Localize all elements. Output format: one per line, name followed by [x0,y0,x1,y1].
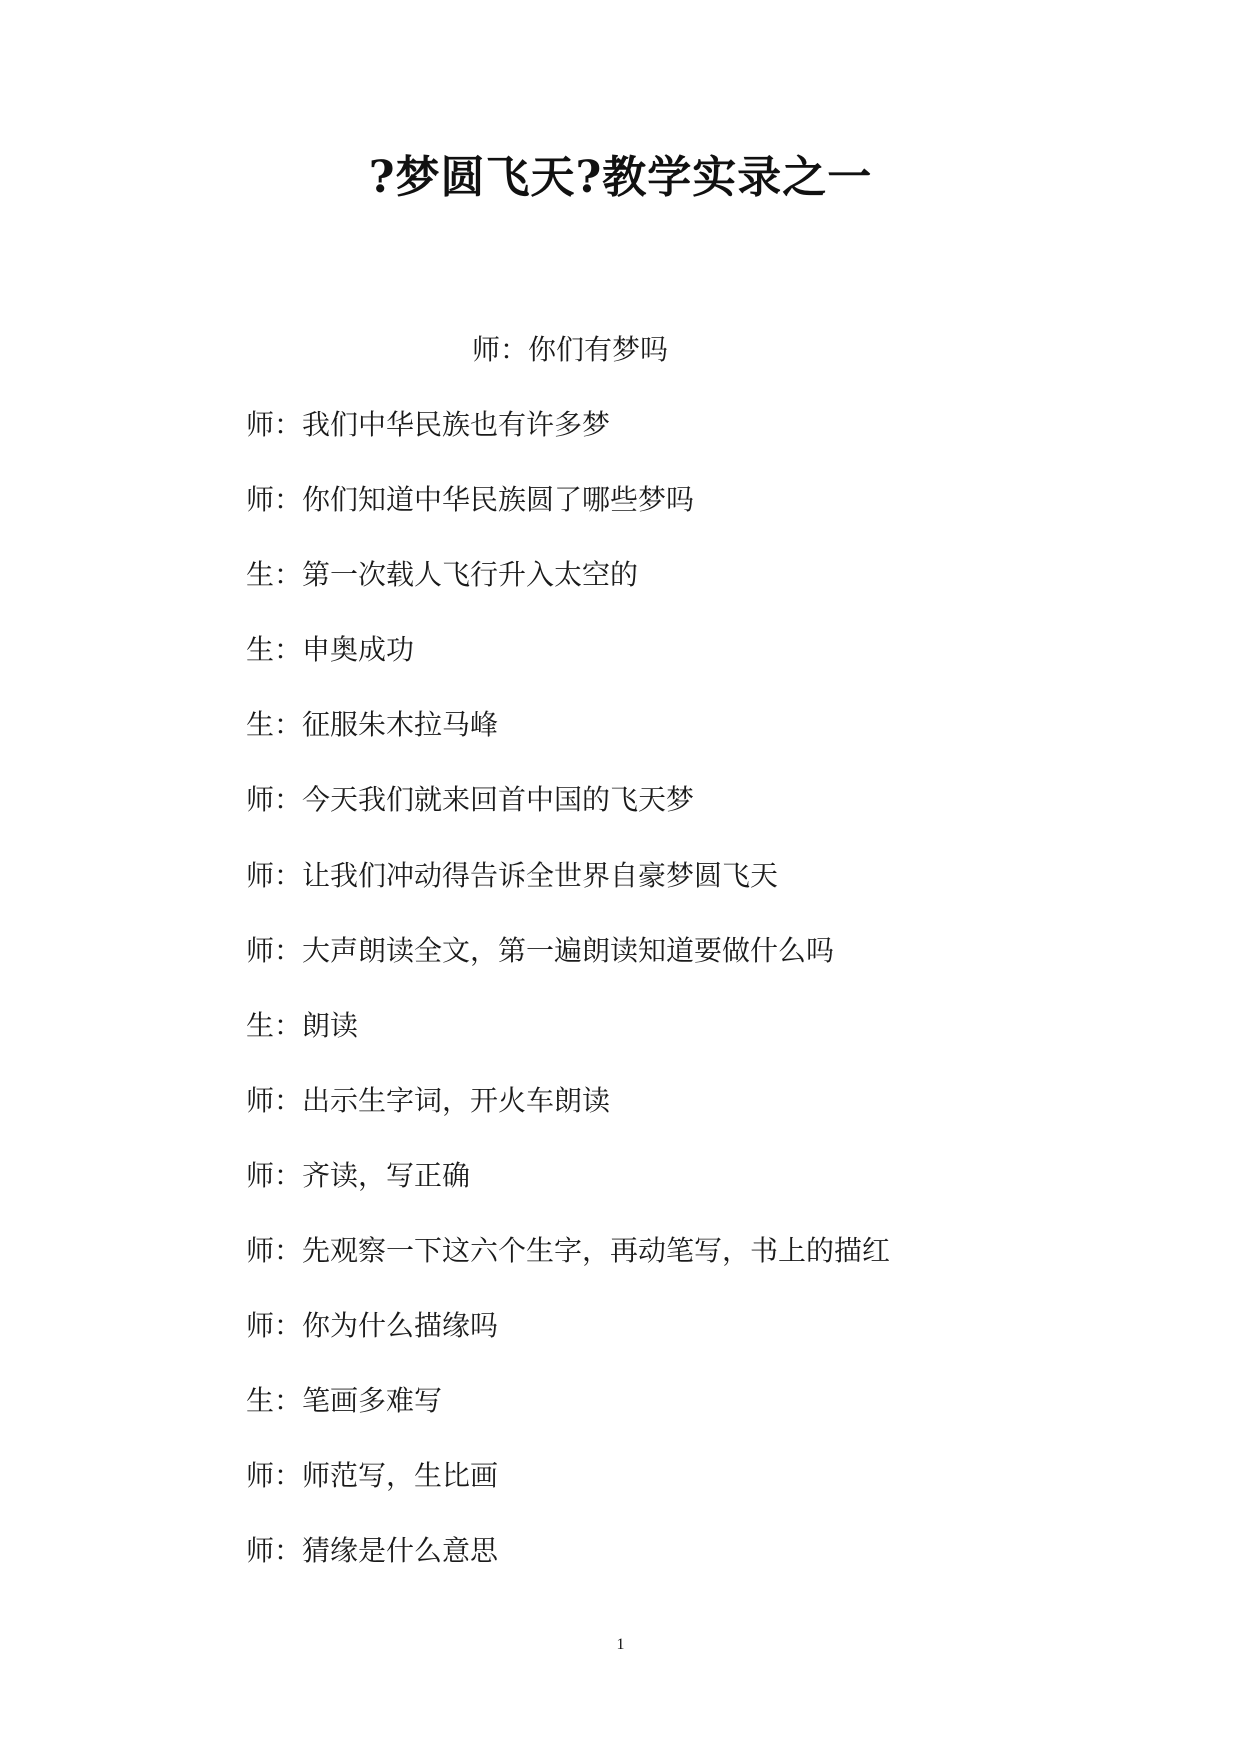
dialogue-line-10: 生：朗读 [246,1009,359,1042]
dialogue-line-11: 师：出示生字词，开火车朗读 [246,1084,611,1117]
document-title: ?梦圆飞天?教学实录之一 [368,152,873,203]
page-number: 1 [616,1636,625,1653]
dialogue-line-8: 师：让我们冲动得告诉全世界自豪梦圆飞天 [246,859,779,892]
dialogue-line-4: 生：第一次载人飞行升入太空的 [246,558,639,591]
dialogue-line-2: 师：我们中华民族也有许多梦 [246,408,611,441]
dialogue-line-17: 师：猜缘是什么意思 [246,1534,499,1567]
dialogue-line-15: 生：笔画多难写 [246,1384,443,1417]
dialogue-line-3: 师：你们知道中华民族圆了哪些梦吗 [246,483,695,516]
dialogue-line-7: 师：今天我们就来回首中国的飞天梦 [246,783,695,816]
dialogue-line-1: 师：你们有梦吗 [472,333,669,366]
dialogue-line-9: 师：大声朗读全文，第一遍朗读知道要做什么吗 [246,934,835,967]
dialogue-line-16: 师：师范写，生比画 [246,1459,499,1492]
dialogue-line-13: 师：先观察一下这六个生字，再动笔写，书上的描红 [246,1234,891,1267]
dialogue-line-5: 生：申奥成功 [246,633,415,666]
dialogue-line-14: 师：你为什么描缘吗 [246,1309,499,1342]
dialogue-line-6: 生：征服朱木拉马峰 [246,708,499,741]
dialogue-line-12: 师：齐读，写正确 [246,1159,471,1192]
